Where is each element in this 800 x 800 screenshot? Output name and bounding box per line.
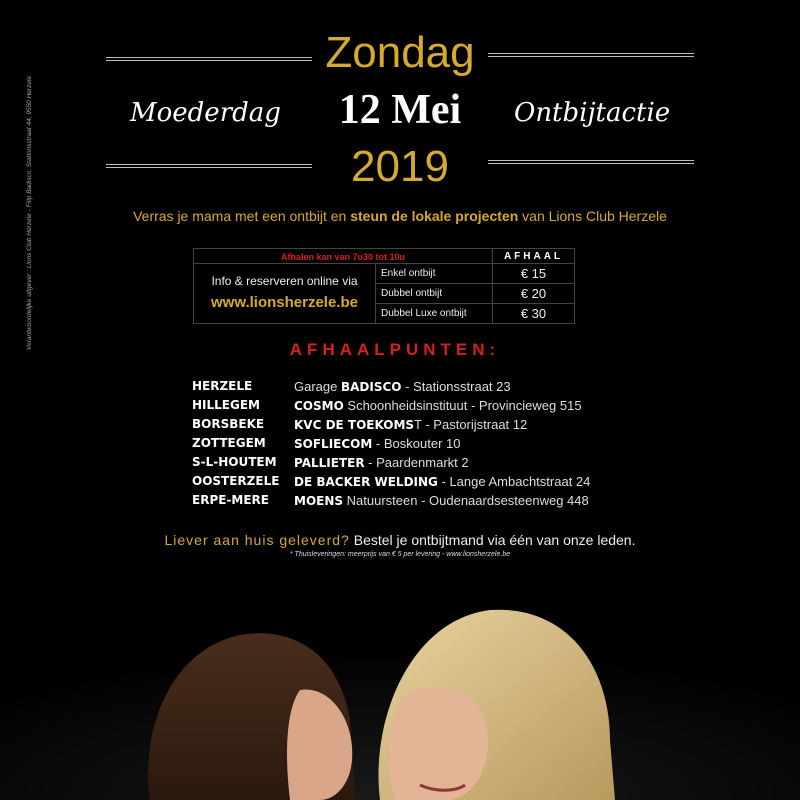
location-name: SOFLIECOM: [294, 437, 373, 451]
location-town: HILLEGEM: [192, 398, 260, 412]
website-link[interactable]: www.lionsherzele.be: [211, 294, 358, 311]
location-pre: Garage: [294, 379, 341, 394]
location-name: PALLIETER: [294, 456, 365, 470]
mother-daughter-photo: [0, 580, 800, 800]
tagline-bold: steun de lokale projecten: [350, 208, 519, 224]
location-place: [294, 472, 590, 492]
delivery-line: [0, 532, 800, 548]
list-item: [192, 434, 612, 453]
list-item: [192, 491, 612, 510]
location-place: [294, 396, 582, 416]
location-town: HERZELE: [192, 379, 253, 393]
tagline: [0, 208, 800, 224]
location-address: - Boskouter 10: [372, 436, 461, 451]
product-name: Enkel ontbijt: [376, 264, 493, 284]
header-day: Zondag: [325, 28, 475, 77]
list-item: [192, 377, 612, 396]
publisher-side-text: Verantwoordelijke uitgever : Lions Club Herzele - Filip Badisco, Stationsstraat 44, 9550 Herzele: [26, 76, 33, 350]
location-address: - Stationsstraat 23: [401, 379, 511, 394]
location-name: MOENS: [294, 494, 344, 508]
table-row: [376, 264, 575, 284]
tagline-pre: Verras je mama met een ontbijt en: [133, 208, 351, 224]
location-name: BADISCO: [340, 380, 402, 394]
location-list: [192, 377, 612, 510]
location-place: [294, 491, 589, 511]
delivery-note: * Thuisleveringen: meerprijs van € 5 per levering - www.lionsherzele.be: [289, 551, 511, 558]
location-town: ZOTTEGEM: [192, 436, 266, 450]
location-name: DE BACKER WELDING: [294, 475, 438, 489]
location-place: [294, 434, 460, 454]
table-row: [376, 284, 575, 304]
table-row: [376, 304, 575, 324]
pickup-title: AFHAALPUNTEN:: [289, 340, 501, 359]
product-name: Dubbel Luxe ontbijt: [376, 304, 493, 324]
price-column-header: AFHAAL: [493, 248, 575, 264]
location-place: [294, 415, 527, 435]
location-place: [294, 453, 469, 473]
location-town: S-L-HOUTEM: [192, 455, 277, 469]
product-name: Dubbel ontbijt: [376, 284, 493, 304]
pickup-time: Afhalen kan van 7u30 tot 10u: [193, 248, 493, 264]
location-address: - Lange Ambachtstraat 24: [437, 474, 591, 489]
product-price: € 30: [493, 304, 575, 324]
list-item: [192, 453, 612, 472]
header-right-script: Ontbijtactie: [514, 98, 671, 128]
price-table: [193, 248, 575, 324]
info-cell: [193, 264, 376, 324]
tagline-post: van Lions Club Herzele: [518, 208, 667, 224]
location-address: T - Pastorijstraat 12: [414, 417, 528, 432]
location-address: - Paardenmarkt 2: [364, 455, 469, 470]
location-place: [294, 377, 511, 397]
location-name: COSMO: [294, 399, 344, 413]
location-address: Natuursteen - Oudenaardsesteenweg 448: [343, 493, 589, 508]
list-item: [192, 472, 612, 491]
location-name: KVC DE TOEKOMS: [294, 418, 415, 432]
location-town: BORSBEKE: [192, 417, 265, 431]
location-address: Schoonheidsinstituut - Provincieweg 515: [343, 398, 582, 413]
product-price: € 15: [493, 264, 575, 284]
list-item: [192, 415, 612, 434]
info-line: Info & reserveren online via: [211, 274, 358, 288]
location-town: OOSTERZELE: [192, 474, 280, 488]
delivery-question: Liever aan huis geleverd?: [164, 532, 350, 548]
header-year: 2019: [351, 142, 449, 191]
delivery-text: Bestel je ontbijtmand via één van onze leden.: [349, 532, 636, 548]
product-price: € 20: [493, 284, 575, 304]
location-town: ERPE-MERE: [192, 493, 269, 507]
list-item: [192, 396, 612, 415]
header-left-script: Moederdag: [130, 98, 281, 128]
header-date: 12 Mei: [338, 87, 462, 133]
